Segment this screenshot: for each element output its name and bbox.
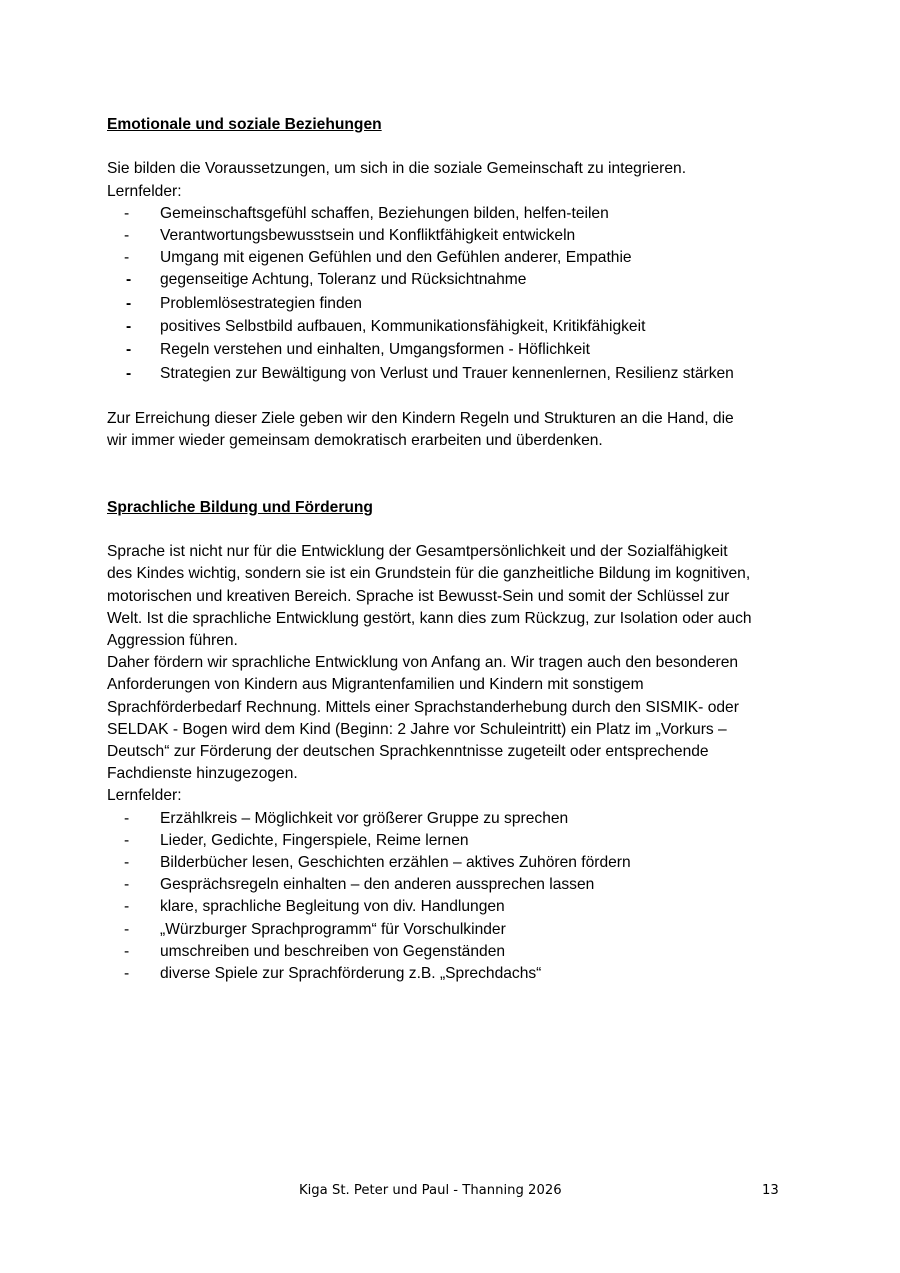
list-item bbox=[107, 963, 807, 985]
section-heading-language: Sprachliche Bildung und Förderung bbox=[107, 498, 373, 516]
section1-learning-list bbox=[107, 203, 807, 386]
dash-bullet: - bbox=[126, 294, 132, 312]
dash-bullet: - bbox=[124, 831, 130, 849]
list-item bbox=[107, 203, 807, 225]
paragraph-line: Deutsch“ zur Förderung der deutschen Sprachkenntnisse zugeteilt oder entsprechende bbox=[107, 743, 709, 761]
list-item-text: klare, sprachliche Begleitung von div. Handlungen bbox=[160, 898, 505, 916]
list-item-text: positives Selbstbild aufbauen, Kommunikationsfähigkeit, Kritikfähigkeit bbox=[160, 317, 646, 335]
spacer bbox=[107, 136, 807, 158]
spacer bbox=[107, 452, 807, 496]
paragraph-line: des Kindes wichtig, sondern sie ist ein Grundstein für die ganzheitliche Bildung im kognitiven, bbox=[107, 565, 751, 583]
dash-bullet: - bbox=[126, 271, 132, 289]
list-item bbox=[107, 225, 807, 247]
list-item bbox=[107, 919, 807, 941]
footer-text: Kiga St. Peter und Paul - Thanning 2026 bbox=[299, 1183, 562, 1198]
list-item-text: Gesprächsregeln einhalten – den anderen aussprechen lassen bbox=[160, 876, 595, 894]
dash-bullet: - bbox=[124, 965, 130, 983]
dash-bullet: - bbox=[124, 876, 130, 894]
list-item bbox=[107, 363, 807, 386]
list-item-text: Regeln verstehen und einhalten, Umgangsformen - Höflichkeit bbox=[160, 341, 590, 359]
dash-bullet: - bbox=[124, 898, 130, 916]
list-item bbox=[107, 316, 807, 339]
dash-bullet: - bbox=[124, 920, 130, 938]
spacer bbox=[107, 386, 807, 408]
dash-bullet: - bbox=[124, 204, 130, 222]
list-item-text: umschreiben und beschreiben von Gegenständen bbox=[160, 942, 506, 960]
page-number: 13 bbox=[762, 1183, 779, 1198]
dash-bullet: - bbox=[126, 341, 132, 359]
paragraph-line: motorischen und kreativen Bereich. Sprache ist Bewusst-Sein und somit der Schlüssel zur bbox=[107, 587, 730, 605]
section2-lernfelder-label: Lernfelder: bbox=[107, 787, 182, 805]
dash-bullet: - bbox=[126, 317, 132, 335]
list-item-text: Strategien zur Bewältigung von Verlust und Trauer kennenlernen, Resilienz stärken bbox=[160, 364, 734, 382]
list-item-text: Umgang mit eigenen Gefühlen und den Gefühlen anderer, Empathie bbox=[160, 249, 632, 267]
list-item-text: Gemeinschaftsgefühl schaffen, Beziehungen bilden, helfen-teilen bbox=[160, 204, 609, 222]
section1-closing-line: Zur Erreichung dieser Ziele geben wir den Kindern Regeln und Strukturen an die Hand, die bbox=[107, 410, 734, 428]
list-item bbox=[107, 269, 807, 292]
page-content bbox=[107, 114, 807, 985]
section-heading-emotional-social: Emotionale und soziale Beziehungen bbox=[107, 116, 382, 133]
list-item bbox=[107, 247, 807, 269]
section2-learning-list bbox=[107, 808, 807, 986]
paragraph-line: Daher fördern wir sprachliche Entwicklung von Anfang an. Wir tragen auch den besonderen bbox=[107, 654, 739, 672]
spacer bbox=[107, 519, 807, 541]
paragraph-line: Aggression führen. bbox=[107, 632, 238, 649]
list-item bbox=[107, 293, 807, 316]
list-item-text: diverse Spiele zur Sprachförderung z.B. „Sprechdachs“ bbox=[160, 965, 542, 983]
list-item bbox=[107, 941, 807, 963]
list-item bbox=[107, 808, 807, 830]
list-item-text: Problemlösestrategien finden bbox=[160, 294, 362, 312]
list-item-text: Verantwortungsbewusstsein und Konfliktfähigkeit entwickeln bbox=[160, 226, 576, 244]
list-item-text: „Würzburger Sprachprogramm“ für Vorschulkinder bbox=[160, 920, 506, 938]
dash-bullet: - bbox=[124, 249, 130, 267]
dash-bullet: - bbox=[124, 809, 130, 827]
section1-lernfelder-label: Lernfelder: bbox=[107, 182, 182, 200]
dash-bullet: - bbox=[124, 226, 130, 244]
list-item bbox=[107, 339, 807, 362]
list-item-text: Bilderbücher lesen, Geschichten erzählen – aktives Zuhören fördern bbox=[160, 854, 631, 872]
list-item bbox=[107, 830, 807, 852]
list-item-text: Erzählkreis – Möglichkeit vor größerer Gruppe zu sprechen bbox=[160, 809, 569, 827]
list-item-text: gegenseitige Achtung, Toleranz und Rücksichtnahme bbox=[160, 271, 527, 289]
paragraph-line: Sprachförderbedarf Rechnung. Mittels einer Sprachstanderhebung durch den SISMIK- oder bbox=[107, 698, 739, 716]
paragraph-line: Fachdienste hinzugezogen. bbox=[107, 765, 298, 783]
list-item bbox=[107, 852, 807, 874]
paragraph-line: Sprache ist nicht nur für die Entwicklung der Gesamtpersönlichkeit und der Sozialfähigkeit bbox=[107, 543, 728, 561]
list-item bbox=[107, 874, 807, 896]
dash-bullet: - bbox=[126, 364, 132, 382]
dash-bullet: - bbox=[124, 854, 130, 872]
paragraph-line: Welt. Ist die sprachliche Entwicklung gestört, kann dies zum Rückzug, zur Isolation oder auch bbox=[107, 609, 752, 627]
list-item-text: Lieder, Gedichte, Fingerspiele, Reime lernen bbox=[160, 831, 469, 849]
paragraph-line: SELDAK - Bogen wird dem Kind (Beginn: 2 Jahre vor Schuleintritt) ein Platz im „Vorkurs – bbox=[107, 720, 727, 738]
list-item bbox=[107, 896, 807, 918]
paragraph-line: Anforderungen von Kindern aus Migrantenfamilien und Kindern mit sonstigem bbox=[107, 676, 644, 694]
section1-closing-line: wir immer wieder gemeinsam demokratisch erarbeiten und überdenken. bbox=[107, 432, 603, 450]
section1-intro: Sie bilden die Voraussetzungen, um sich in die soziale Gemeinschaft zu integrieren. bbox=[107, 160, 687, 178]
dash-bullet: - bbox=[124, 942, 130, 960]
